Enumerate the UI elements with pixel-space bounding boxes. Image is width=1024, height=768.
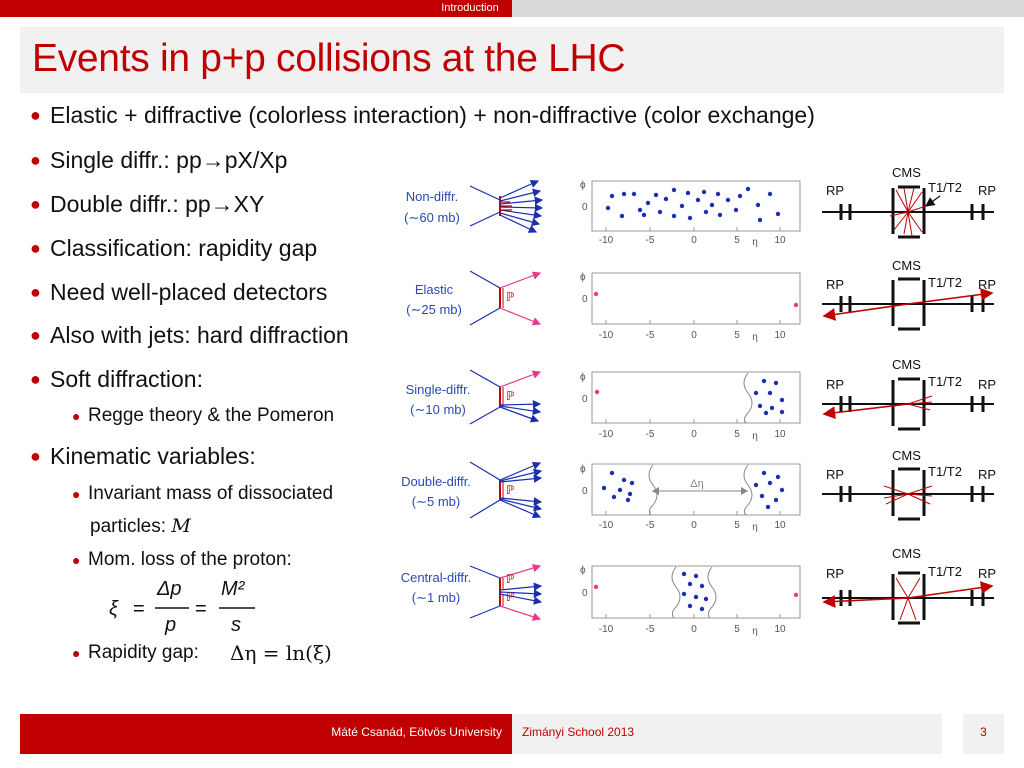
- svg-text:CMS: CMS: [892, 357, 921, 372]
- pomeron-symbol: ℙ: [506, 483, 515, 497]
- svg-text:10: 10: [774, 429, 786, 440]
- svg-text:-10: -10: [598, 520, 614, 531]
- svg-text:η: η: [752, 431, 758, 442]
- sketch-single-diffractive: [470, 370, 540, 424]
- svg-text:5: 5: [734, 624, 740, 635]
- svg-text:0: 0: [691, 429, 697, 440]
- footer-event: Zimányi School 2013: [522, 725, 635, 739]
- svg-text:RP: RP: [826, 277, 845, 292]
- sketch-elastic: [470, 271, 540, 325]
- svg-text:RP: RP: [978, 277, 997, 292]
- process-label: Central-diffr.: [400, 570, 472, 585]
- process-xsec: (∼25 mb): [406, 302, 462, 317]
- page-title: Events in p+p collisions at the LHC: [32, 37, 626, 80]
- svg-text:ξ: ξ: [109, 598, 118, 620]
- process-xsec: (∼60 mb): [404, 210, 460, 225]
- svg-text:0: 0: [582, 588, 588, 599]
- sub-bullet-continuation: particles: M: [90, 515, 191, 537]
- footer-author: Máté Csanád, Eötvös University: [331, 725, 502, 739]
- footer-page-box: [963, 714, 1004, 754]
- svg-text:RP: RP: [978, 467, 997, 482]
- svg-text:5: 5: [734, 330, 740, 341]
- svg-text:s: s: [231, 614, 241, 636]
- svg-text:0: 0: [582, 202, 588, 213]
- sketch-non-diffractive: [470, 181, 542, 232]
- svg-text:CMS: CMS: [892, 258, 921, 273]
- process-xsec: (∼10 mb): [410, 402, 466, 417]
- svg-text:0: 0: [691, 624, 697, 635]
- svg-text:T1/T2: T1/T2: [928, 180, 962, 195]
- svg-text:RP: RP: [826, 467, 845, 482]
- pomeron-symbol: ℙ: [506, 290, 515, 304]
- plot-x-tick-labels: [599, 235, 786, 637]
- svg-text:5: 5: [734, 520, 740, 531]
- svg-text:0: 0: [691, 235, 697, 246]
- svg-text:0: 0: [582, 486, 588, 497]
- footer-event-box: [512, 714, 942, 754]
- svg-text:T1/T2: T1/T2: [928, 464, 962, 479]
- eta-phi-plots: [592, 181, 800, 618]
- svg-text:Δp: Δp: [157, 578, 182, 600]
- svg-text:CMS: CMS: [892, 448, 921, 463]
- svg-text:RP: RP: [978, 566, 997, 581]
- svg-text:5: 5: [734, 235, 740, 246]
- svg-text:-10: -10: [598, 330, 614, 341]
- svg-text:-5: -5: [645, 624, 655, 635]
- svg-text:-5: -5: [645, 235, 655, 246]
- process-label: Non-diffr.: [405, 189, 459, 204]
- svg-text:η: η: [752, 332, 758, 343]
- rapidity-gap-formula: Δη = ln(ξ): [230, 641, 332, 665]
- svg-text:10: 10: [774, 624, 786, 635]
- pomeron-symbol: ℙ: [506, 389, 515, 403]
- page-number: 3: [980, 725, 987, 739]
- svg-text:-5: -5: [645, 429, 655, 440]
- svg-text:0: 0: [582, 394, 588, 405]
- svg-text:η: η: [752, 237, 758, 248]
- svg-text:0: 0: [582, 294, 588, 305]
- svg-text:-10: -10: [598, 624, 614, 635]
- svg-text:T1/T2: T1/T2: [928, 374, 962, 389]
- process-label: Elastic: [414, 282, 454, 297]
- svg-text:CMS: CMS: [892, 546, 921, 561]
- svg-text:T1/T2: T1/T2: [928, 564, 962, 579]
- svg-text:ϕ: ϕ: [580, 272, 586, 283]
- pomeron-symbol: ℙ: [506, 590, 515, 604]
- svg-text:-5: -5: [645, 330, 655, 341]
- svg-text:RP: RP: [826, 566, 845, 581]
- svg-text:ϕ: ϕ: [580, 180, 586, 191]
- svg-text:p: p: [165, 614, 177, 636]
- svg-text:10: 10: [774, 235, 786, 246]
- svg-text:0: 0: [691, 330, 697, 341]
- svg-text:5: 5: [734, 429, 740, 440]
- svg-text:ϕ: ϕ: [580, 464, 586, 475]
- particle-dots: [602, 187, 784, 611]
- process-label: Double-diffr.: [401, 474, 471, 489]
- plot-axis-labels: [580, 180, 588, 599]
- section-label: Introduction: [441, 2, 499, 14]
- svg-text:-10: -10: [598, 235, 614, 246]
- svg-text:=: =: [133, 598, 145, 620]
- svg-text:η: η: [752, 522, 758, 533]
- svg-text:10: 10: [774, 520, 786, 531]
- footer-author-box: [20, 714, 512, 754]
- process-xsec: (∼1 mb): [411, 590, 461, 605]
- svg-text:-10: -10: [598, 429, 614, 440]
- process-xsec: (∼5 mb): [411, 494, 461, 509]
- pomeron-symbol: ℙ: [506, 572, 515, 586]
- svg-text:T1/T2: T1/T2: [928, 275, 962, 290]
- svg-text:CMS: CMS: [892, 165, 921, 180]
- svg-text:η: η: [752, 626, 758, 637]
- svg-text:0: 0: [691, 520, 697, 531]
- svg-text:10: 10: [774, 330, 786, 341]
- svg-text:ϕ: ϕ: [580, 372, 586, 383]
- svg-text:RP: RP: [826, 377, 845, 392]
- gap-boundaries: [649, 373, 752, 618]
- svg-text:RP: RP: [978, 377, 997, 392]
- svg-text:RP: RP: [978, 183, 997, 198]
- svg-text:-5: -5: [645, 520, 655, 531]
- svg-text:=: =: [195, 598, 207, 620]
- svg-text:RP: RP: [826, 183, 845, 198]
- svg-text:ϕ: ϕ: [580, 565, 586, 576]
- process-label: Single-diffr.: [405, 382, 471, 397]
- gap-label: Δη: [690, 478, 704, 490]
- svg-text:M²: M²: [221, 578, 245, 600]
